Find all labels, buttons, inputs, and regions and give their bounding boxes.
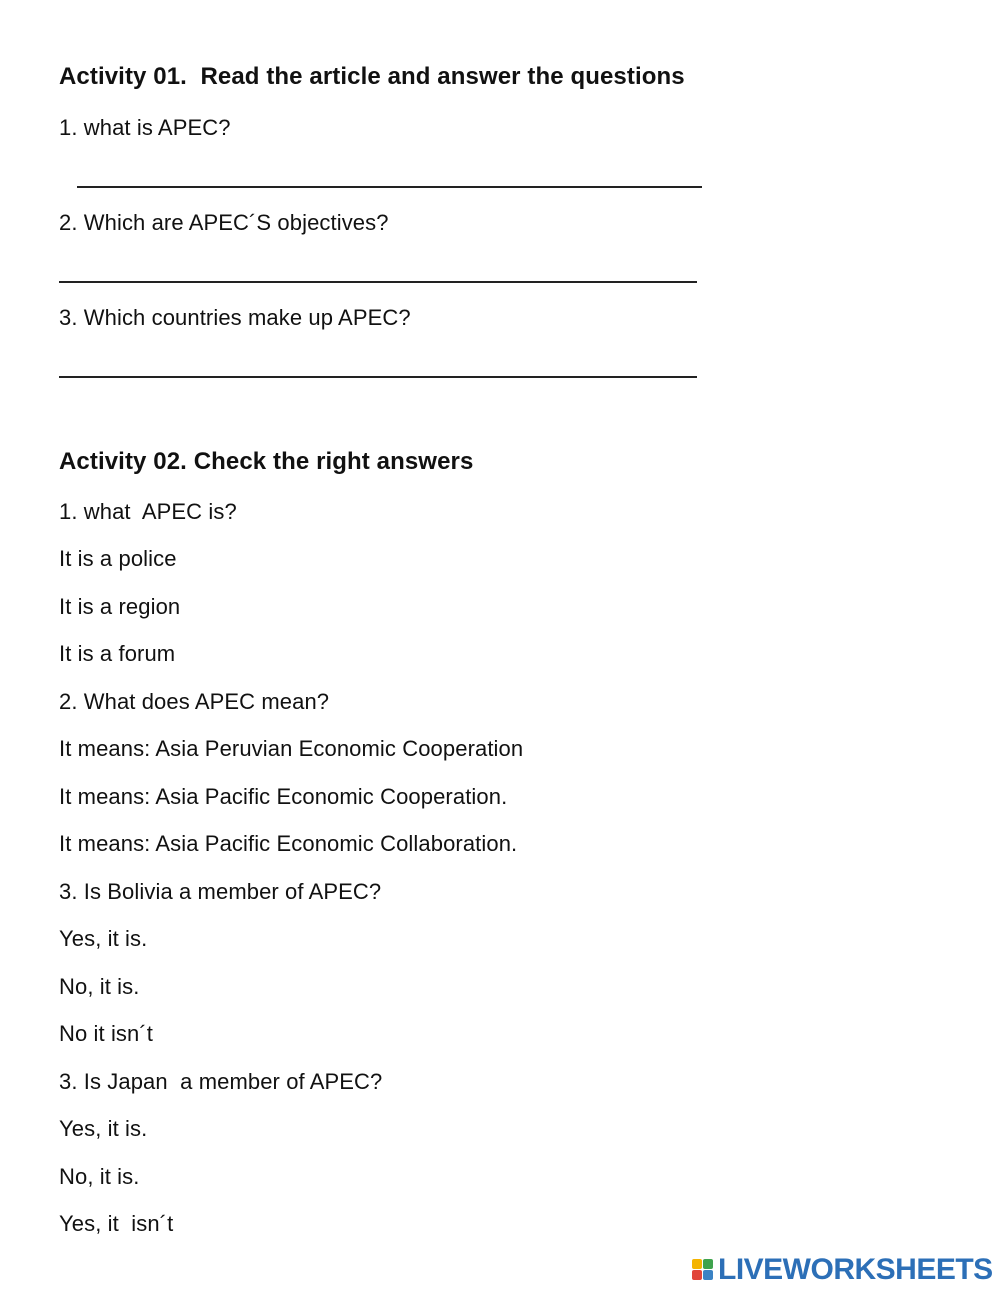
option-region[interactable]: It is a region [59,594,181,619]
activity-01-question-1: 1. what is APEC? [59,115,231,140]
option-japan-yes-it-isnt[interactable]: Yes, it isn´t [59,1211,174,1236]
activity-02-question-2: 2. What does APEC mean? [59,689,330,714]
liveworksheets-logo [692,1254,993,1286]
liveworksheets-logo-icon [692,1259,714,1281]
option-bolivia-yes[interactable]: Yes, it is. [59,926,148,951]
option-japan-yes[interactable]: Yes, it is. [59,1116,148,1141]
option-bolivia-no-it-is[interactable]: No, it is. [59,974,140,999]
logo-text: LIVEWORKSHEETS [718,1253,993,1286]
option-pacific-cooperation[interactable]: It means: Asia Pacific Economic Cooperation. [59,784,508,809]
option-bolivia-no-it-isnt[interactable]: No it isn´t [59,1021,154,1046]
option-pacific-collaboration[interactable]: It means: Asia Pacific Economic Collaboration. [59,831,518,856]
activity-01-question-2: 2. Which are APEC´S objectives? [59,210,389,235]
activity-01-heading: Activity 01. Read the article and answer the questions [59,63,685,90]
activity-02-question-1: 1. what APEC is? [59,499,237,524]
activity-02-question-4: 3. Is Japan a member of APEC? [59,1069,383,1094]
answer-line-3[interactable] [59,376,697,378]
option-peruvian-cooperation[interactable]: It means: Asia Peruvian Economic Cooperation [59,736,524,761]
activity-02-question-3: 3. Is Bolivia a member of APEC? [59,879,382,904]
option-forum[interactable]: It is a forum [59,641,176,666]
option-japan-no-it-is[interactable]: No, it is. [59,1164,140,1189]
activity-02-heading: Activity 02. Check the right answers [59,448,474,475]
option-police[interactable]: It is a police [59,546,177,571]
activity-01-question-3: 3. Which countries make up APEC? [59,305,411,330]
answer-line-2[interactable] [59,281,697,283]
answer-line-1[interactable] [77,186,702,188]
